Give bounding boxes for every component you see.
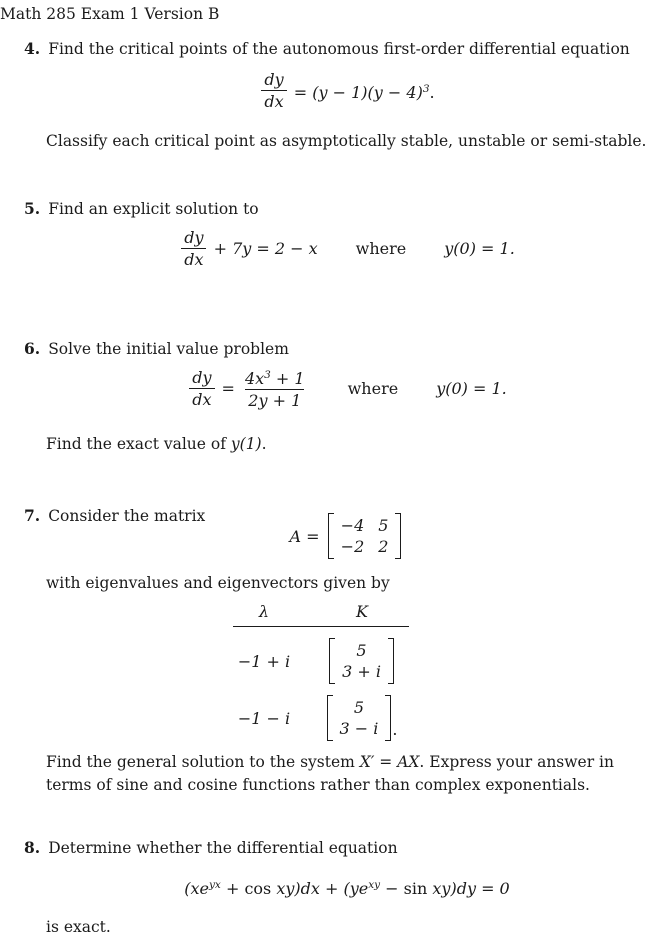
- eigenvalue: −1 + i: [237, 651, 291, 671]
- where-label: where: [347, 378, 399, 398]
- problem-7-followup: Find the general solution to the system X′ = AX. Express your answer in terms of sine and cosine functions rather than complex exponentials.: [46, 753, 614, 794]
- eigen-row-1: [233, 638, 409, 684]
- eigen-table: [46, 602, 648, 741]
- problem-4-number: 4.: [24, 39, 41, 58]
- matrix-cell: −4: [340, 516, 365, 535]
- equation-8: [46, 876, 648, 898]
- vector-entry: 3 + i: [342, 662, 381, 681]
- fraction-denominator: dx: [189, 388, 214, 408]
- right-bracket: [385, 695, 391, 741]
- right-bracket: [388, 638, 394, 684]
- problem-5-text: Find an explicit solution to: [48, 200, 259, 218]
- equals-sign: =: [221, 378, 235, 398]
- problem-7-text: Consider the matrix: [48, 507, 206, 525]
- equation-4-rhs: = $(y - 1)(y - 4)^3$.: [288, 82, 435, 102]
- matrix-cells: [334, 513, 396, 559]
- vector-entry: 5: [356, 641, 367, 660]
- equation-5: [46, 229, 648, 268]
- vector-entry: 5: [353, 698, 365, 717]
- problem-7-number: 7.: [24, 506, 41, 525]
- equation-4: [46, 71, 648, 110]
- problem-8-text: Determine whether the differential equation: [48, 839, 398, 857]
- problem-5-number: 5.: [24, 199, 41, 218]
- problem-8-followup: is exact.: [46, 918, 111, 935]
- matrix-lhs: A: [289, 526, 302, 546]
- fraction-dy-dx: [261, 71, 286, 110]
- fraction-numerator: dy: [192, 367, 212, 387]
- eigen-row-2: [233, 695, 409, 741]
- fraction-numerator: $4x^3 + 1$: [244, 369, 305, 388]
- matrix-cell: 2: [378, 537, 389, 556]
- matrix-cell: 5: [378, 516, 389, 535]
- problem-7-middle-text: with eigenvalues and eigenvectors given by: [46, 574, 390, 592]
- exponent: 3: [422, 82, 430, 95]
- eigenvector: [329, 638, 395, 684]
- fraction-numerator: dy: [264, 70, 284, 89]
- exponent: 3: [264, 369, 271, 381]
- problem-6-number: 6.: [24, 339, 41, 358]
- initial-condition: y(0) = 1.: [444, 239, 515, 258]
- page-title: Math 285 Exam 1 Version B: [0, 5, 220, 23]
- equation-6: [46, 367, 648, 409]
- problem-6-statement: [24, 339, 289, 359]
- problem-8-number: 8.: [24, 838, 41, 857]
- exponent: yx: [209, 879, 221, 891]
- eigenvalue: −1 − i: [237, 708, 291, 728]
- lambda-header: λ: [258, 602, 270, 621]
- fraction-rhs: [242, 367, 308, 409]
- equation-5-body: + 7y = 2 − x: [208, 239, 318, 258]
- problem-6-followup: Find the exact value of y(1).: [46, 435, 267, 453]
- equals-sign: =: [301, 526, 325, 546]
- problem-4-text: Find the critical points of the autonomous first-order differential equation: [48, 40, 630, 58]
- k-header: K: [356, 602, 368, 621]
- exponent: xy: [368, 879, 381, 891]
- vector-entry: 3 − i: [339, 719, 379, 738]
- fraction-dy-dx: [189, 369, 214, 408]
- eigenvector: [327, 695, 398, 741]
- fraction-numerator: dy: [184, 228, 204, 247]
- eigen-table-header: [233, 602, 409, 627]
- problem-4-followup: Classify each critical point as asymptotically stable, unstable or semi-stable.: [46, 132, 647, 150]
- initial-condition: y(0) = 1.: [436, 378, 507, 398]
- matrix-A: [328, 513, 402, 559]
- fraction-dy-dx: [181, 229, 206, 268]
- row-punctuation: .: [392, 720, 398, 739]
- matrix-equation: [46, 513, 648, 559]
- inline-math-y1: y(1): [230, 435, 262, 453]
- problem-8-statement: [24, 838, 398, 858]
- fraction-denominator: dx: [261, 90, 286, 110]
- equation-8-body: $(xe^{yx} + \cos xy)dx + (ye^{xy} - \sin xy)dy = 0$: [184, 879, 510, 898]
- inline-math-system: X′ = AX: [359, 753, 420, 771]
- fraction-denominator: dx: [181, 248, 206, 268]
- problem-6-text: Solve the initial value problem: [48, 340, 289, 358]
- right-bracket: [395, 513, 401, 559]
- matrix-cell: −2: [340, 537, 365, 556]
- problem-4-statement: [24, 39, 630, 59]
- problem-5-statement: [24, 199, 259, 219]
- where-label: where: [355, 239, 407, 258]
- fraction-denominator: 2y + 1: [245, 389, 304, 409]
